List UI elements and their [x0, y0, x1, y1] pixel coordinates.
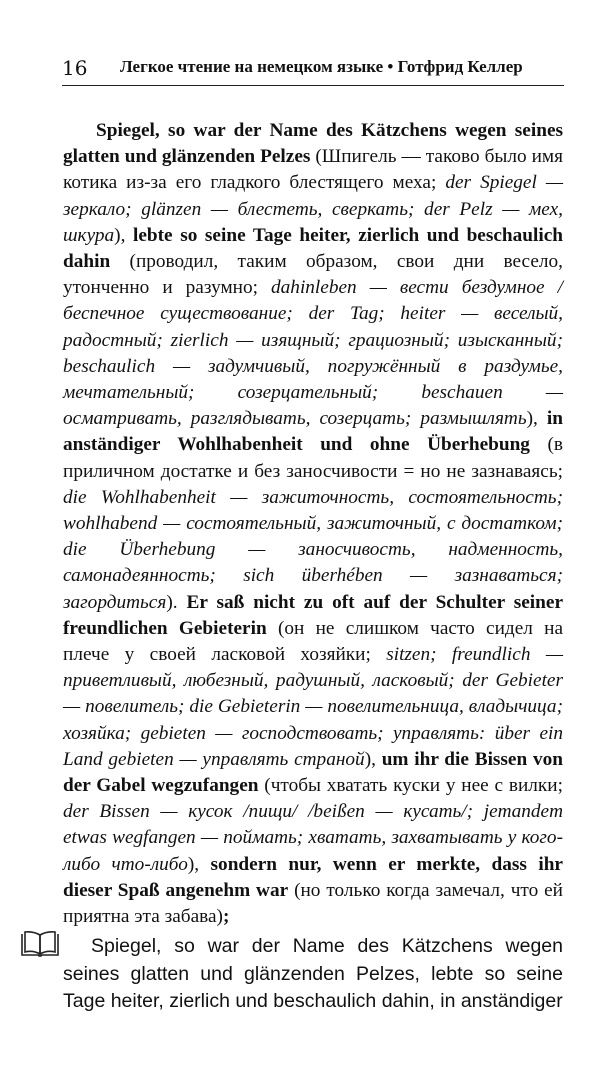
translation-text: ). — [166, 591, 187, 613]
german-phrase: Spiegel, so war der Name des Kätzchens wegen seines glatten und glänzenden Pelzes — [63, 120, 563, 168]
open-book-icon — [20, 930, 60, 958]
german-phrase: sondern nur, wenn er merkte, dass ihr dieser Spaß angenehm war — [63, 853, 563, 901]
translation-text: (но только когда замечал, что ей приятна эта забава) — [63, 879, 563, 928]
translation-text: ), — [526, 408, 547, 430]
translation-text: (в приличном достатке и без заносчивости = но не зазнаваясь; — [63, 434, 563, 482]
translation-text: (чтобы хватать куски у нее с вилки; — [258, 775, 563, 797]
translation-text: ), — [187, 853, 211, 875]
translation-text: ), — [114, 224, 133, 246]
german-phrase: lebte so seine Tage heiter, zierlich und beschaulich dahin — [63, 224, 563, 273]
translation-text: (Шпигель — таково было имя котика из-за его гладкого блестящего меха; — [63, 146, 563, 194]
vocabulary-note: die Wohlhabenheit — зажиточность, состоятельность; wohlhabend — состоятельный, зажиточный, с достатком; die Überhebung — заносчивость, надменность, самонадеянность; sich überhében — зазнаваться; загордиться — [63, 486, 563, 613]
german-phrase: ; — [222, 906, 230, 928]
german-phrase: Er saß nicht zu oft auf der Schulter seiner freundlichen Gebieterin — [63, 591, 564, 639]
translation-text: (он не слишком часто сидел на плече у своей ласковой хозяйки; — [63, 617, 564, 666]
translation-text: ), — [364, 748, 382, 770]
vocabulary-note: der Spiegel — зеркало; glänzen — блестеть, сверкать; der Pelz — мех, шкура — [63, 172, 563, 246]
vocabulary-note: sitzen; freundlich — приветливый, любезный, радушный, ласковый; der Gebieter — повелитель; die Gebieterin — повелительница, владычица; хозяйка; gebieten — господствовать; управлять: über ein Land gebieten — управлять страной — [63, 644, 563, 770]
german-reading-text: Spiegel, so war der Name des Kätzchens wegen seines glatten und glänzenden Pelzes, lebte so seine Tage heiter, zierlich und beschaulich dahin, in anständiger — [63, 935, 563, 1012]
annotated-text — [63, 118, 563, 930]
header-rule — [62, 85, 564, 86]
german-phrase: in anständiger Wohlhabenheit und ohne Überhebung — [63, 408, 563, 456]
vocabulary-note: der Bissen — кусок /пищи/ /beißen — кусать/; jemandem etwas wegfangen — поймать; хватать, захватывать у кого-либо что-либо — [63, 801, 563, 875]
page-number: 16 — [62, 56, 88, 80]
annotated-paragraph — [63, 118, 563, 930]
translation-text: (проводил, таким образом, свои дни весело, утонченно и разумно; — [63, 251, 563, 299]
german-phrase: um ihr die Bissen von der Gabel wegzufangen — [63, 748, 563, 797]
page-header — [62, 52, 562, 86]
running-title: Легкое чтение на немецком языке • Готфрид Келлер — [120, 57, 523, 76]
vocabulary-note: dahinleben — вести бездумное / беспечное существование; der Tag; heiter — веселый, радостный; zierlich — изящный; грациозный; изысканный; beschaulich — задумчивый, погружённый в раздумье, мечтательный; созерцательный; beschauen — осматривать, разглядывать, созерцать; размышлять — [63, 277, 563, 430]
